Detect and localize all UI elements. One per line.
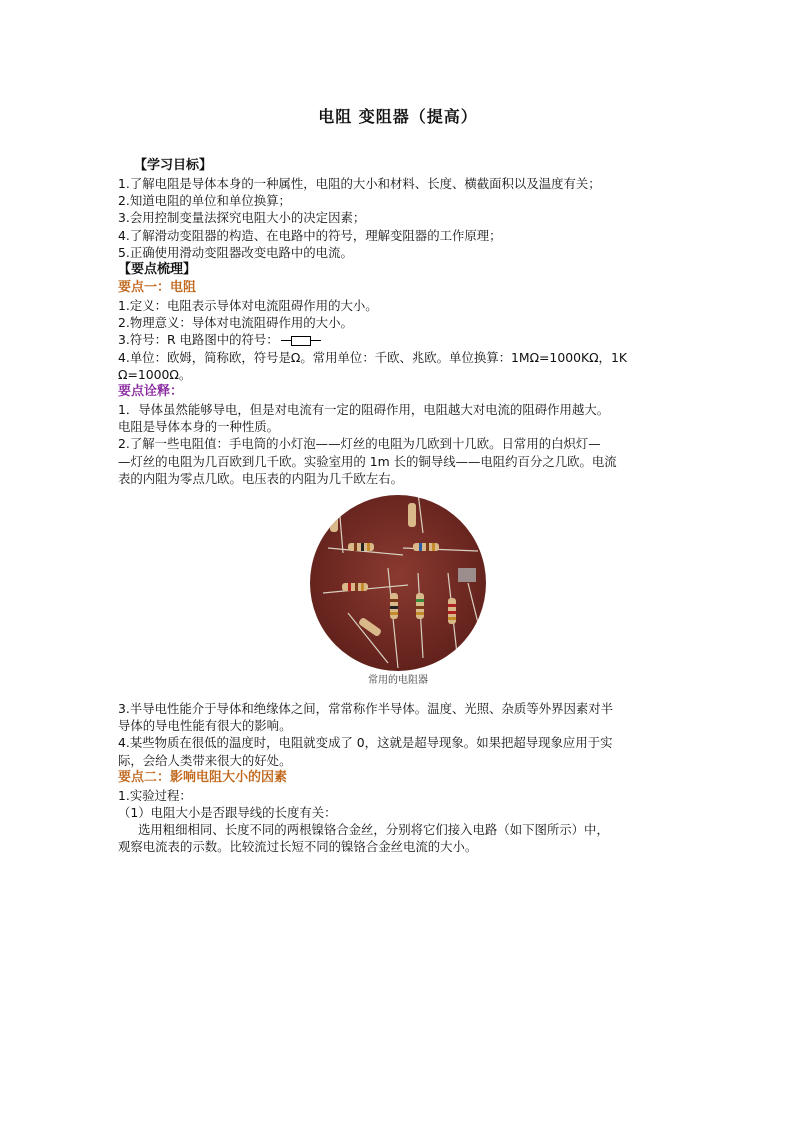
experiment-body-line-1: 选用粗细相同、长度不同的两根镍铬合金丝，分别将它们接入电路（如下图所示）中， bbox=[138, 822, 609, 838]
point2-heading: 要点二：影响电阻大小的因素 bbox=[118, 769, 288, 785]
resistor-symbol-icon bbox=[281, 336, 321, 346]
goal-item-2: 2.知道电阻的单位和单位换算； bbox=[118, 193, 291, 209]
resistance-meaning: 2.物理意义：导体对电流阻碍作用的大小。 bbox=[118, 315, 353, 331]
notes-heading: 要点诠释： bbox=[118, 384, 184, 400]
note-2-line-2: —灯丝的电阻为几百欧到几千欧。实验室用的 1m 长的铜导线——电阻约百分之几欧。电流 bbox=[118, 453, 617, 469]
resistance-symbol-text: 3.符号：R 电路图中的符号： bbox=[118, 332, 279, 348]
note-2-line-3: 表的内阻为零点几欧。电压表的内阻为几千欧左右。 bbox=[118, 470, 403, 486]
summary-heading: 【要点梳理】 bbox=[118, 262, 197, 278]
resistance-unit-line-1: 4.单位：欧姆，简称欧，符号是Ω。常用单位：千欧、兆欧。单位换算：1MΩ=1000KΩ，1K bbox=[118, 349, 627, 365]
resistance-definition: 1.定义：电阻表示导体对电流阻碍作用的大小。 bbox=[118, 298, 378, 314]
document-page bbox=[118, 104, 678, 856]
resistance-symbol-line bbox=[118, 331, 678, 348]
experiment-body-line-2: 观察电流表的示数。比较流过长短不同的镍铬合金丝电流的大小。 bbox=[118, 839, 478, 855]
resistor-photo-image bbox=[308, 493, 488, 673]
goal-item-5: 5.正确使用滑动变阻器改变电路中的电流。 bbox=[118, 244, 353, 260]
experiment-sub-1: （1）电阻大小是否跟导线的长度有关： bbox=[118, 805, 337, 821]
note-3-line-1: 3.半导电性能介于导体和绝缘体之间，常常称作半导体。温度、光照、杂质等外界因素对半 bbox=[118, 701, 614, 717]
page-title: 电阻 变阻器（提高） bbox=[318, 107, 478, 126]
note-2-line-1: 2.了解一些电阻值：手电筒的小灯泡——灯丝的电阻为几欧到十几欧。日常用的白炽灯— bbox=[118, 436, 601, 452]
goal-item-4: 4.了解滑动变阻器的构造、在电路中的符号，理解变阻器的工作原理； bbox=[118, 227, 502, 243]
experiment-process: 1.实验过程： bbox=[118, 787, 192, 803]
note-4-line-1: 4.某些物质在很低的温度时，电阻就变成了 0，这就是超导现象。如果把超导现象应用于实 bbox=[118, 735, 613, 751]
note-4-line-2: 际，会给人类带来很大的好处。 bbox=[118, 752, 292, 768]
note-1-line-2: 电阻是导体本身的一种性质。 bbox=[118, 419, 280, 435]
note-1-line-1: 1．导体虽然能够导电，但是对电流有一定的阻碍作用，电阻越大对电流的阻碍作用越大。 bbox=[118, 402, 610, 418]
goals-heading: 【学习目标】 bbox=[134, 158, 213, 173]
goal-item-3: 3.会用控制变量法探究电阻大小的决定因素； bbox=[118, 210, 366, 226]
point1-heading: 要点一：电阻 bbox=[118, 280, 197, 296]
goal-item-1: 1.了解电阻是导体本身的一种属性，电阻的大小和材料、长度、横截面积以及温度有关； bbox=[118, 176, 601, 191]
resistor-photo-figure bbox=[308, 493, 488, 688]
note-3-line-2: 导体的导电性能有很大的影响。 bbox=[118, 718, 292, 734]
resistance-unit-line-2: Ω=1000Ω。 bbox=[118, 366, 192, 382]
figure-caption: 常用的电阻器 bbox=[368, 675, 428, 687]
